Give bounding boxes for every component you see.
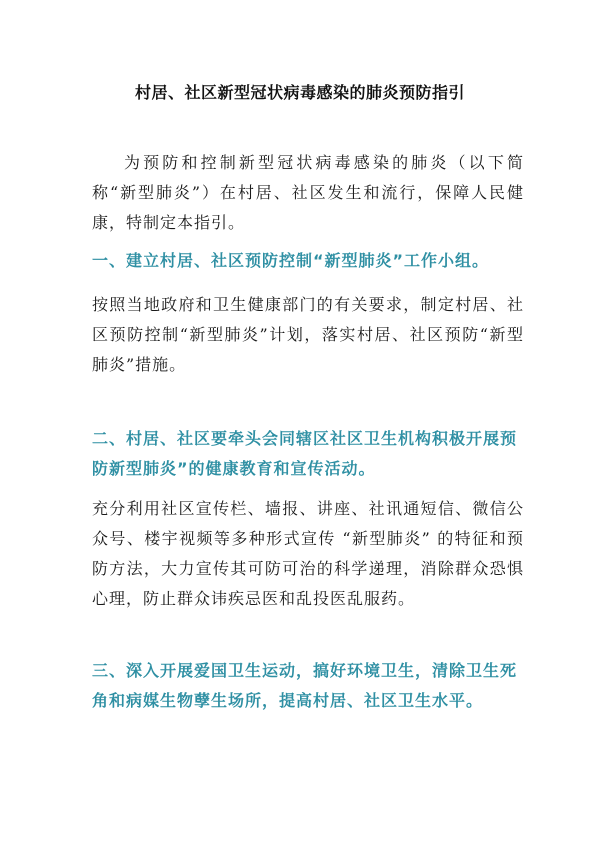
section-1-body: 按照当地政府和卫生健康部门的有关要求，制定村居、社区预防控制“新型肺炎”计划，落实村居、社区预防“新型肺炎”措施。 — [92, 295, 524, 374]
section-3-heading: 三、深入开展爱国卫生运动，搞好环境卫生，清除卫生死角和病媒生物孽生场所，提高村居、社区卫生水平。 — [92, 661, 518, 710]
section-2-body: 充分利用社区宣传栏、墙报、讲座、社讯通短信、微信公众号、楼宇视频等多种形式宣传 “新型肺炎” 的特征和预防方法，大力宣传其可防可治的科学递理，消除群众恐惧心理，防止群众讳疾忌医和乱投医乱服药。 — [92, 499, 524, 608]
section-2-heading: 二、村居、社区要牵头会同辖区社区卫生机构积极开展预防新型肺炎”的健康教育和宣传活动。 — [92, 429, 518, 478]
section-1-heading: 一、建立村居、社区预防控制“新型肺炎”工作小组。 — [92, 251, 490, 270]
document-title: 村居、社区新型冠状病毒感染的肺炎预防指引 — [134, 83, 465, 102]
intro-paragraph: 为预防和控制新型冠状病毒感染的肺炎（以下简称“新型肺炎”）在村居、社区发生和流行，保障人民健康，特制定本指引。 — [92, 153, 524, 232]
